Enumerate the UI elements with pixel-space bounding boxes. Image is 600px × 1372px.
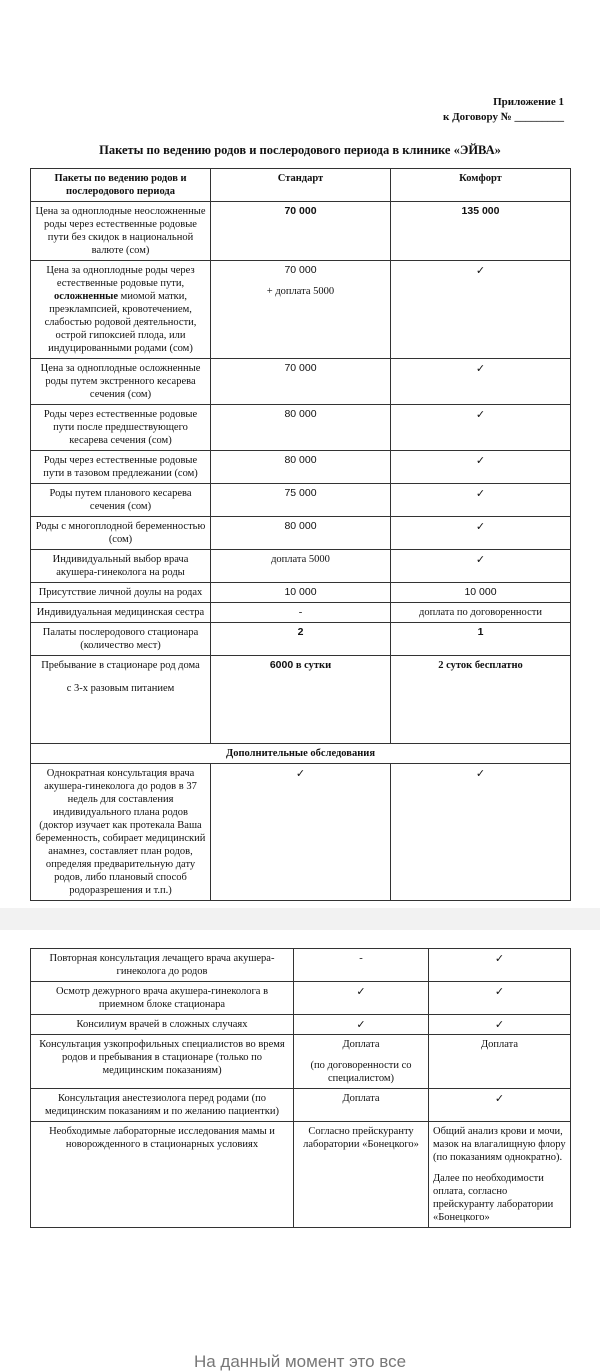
row-label: Роды через естественные родовые пути в тазовом предлежании (сом) bbox=[31, 451, 211, 484]
table-row bbox=[31, 1089, 571, 1122]
standard-value: - bbox=[211, 603, 391, 623]
comfort-cell bbox=[429, 1122, 571, 1228]
row-label-bold: осложненные bbox=[53, 291, 119, 302]
table-row bbox=[31, 583, 571, 603]
standard-value: Доплата bbox=[294, 1089, 429, 1122]
row-label-part: Пребывание в стационаре род дома bbox=[41, 660, 200, 671]
table-row bbox=[31, 603, 571, 623]
row-label-part: миомой матки, преэклампсией, кровотечением, слабостью родовой деятельности, острой гипоксией плода, или индуцированными родами (сом) bbox=[44, 291, 197, 354]
standard-value: 10 000 bbox=[211, 583, 391, 603]
row-label: Повторная консультация лечащего врача акушера-гинеколога до родов bbox=[31, 949, 294, 982]
table-row bbox=[31, 550, 571, 583]
appendix-line-1: Приложение 1 bbox=[493, 96, 564, 108]
col-header-packages: Пакеты по ведению родов и послеродового периода bbox=[31, 169, 211, 202]
col-header-comfort: Комфорт bbox=[391, 169, 571, 202]
row-label: Роды путем планового кесарева сечения (сом) bbox=[31, 484, 211, 517]
row-label bbox=[31, 656, 211, 744]
standard-value: 80 000 bbox=[211, 405, 391, 451]
check-icon: ✓ bbox=[391, 517, 571, 550]
table-row bbox=[31, 764, 571, 901]
table-row bbox=[31, 405, 571, 451]
row-label: Осмотр дежурного врача акушера-гинеколога в приемном блоке стационара bbox=[31, 982, 294, 1015]
check-icon: ✓ bbox=[391, 359, 571, 405]
standard-value: доплата 5000 bbox=[211, 550, 391, 583]
check-icon: ✓ bbox=[429, 982, 571, 1015]
row-label: Консультация анестезиолога перед родами (по медицинским показаниям и по желанию пациентки) bbox=[31, 1089, 294, 1122]
row-label-extra: с 3-х разовым питанием bbox=[66, 683, 175, 694]
col-header-standard: Стандарт bbox=[211, 169, 391, 202]
document-title: Пакеты по ведению родов и послеродового периода в клинике «ЭЙВА» bbox=[99, 143, 501, 157]
appendix-line-2: к Договору № _________ bbox=[443, 111, 564, 123]
table-row bbox=[31, 202, 571, 261]
table-row bbox=[31, 1035, 571, 1089]
table-row bbox=[31, 451, 571, 484]
packages-table bbox=[30, 168, 571, 901]
standard-value bbox=[211, 656, 391, 744]
row-label: Роды с многоплодной беременностью (сом) bbox=[31, 517, 211, 550]
packages-table-continued bbox=[30, 948, 571, 1228]
row-label: Роды через естественные родовые пути после предшествующего кесарева сечения (сом) bbox=[31, 405, 211, 451]
row-label: Однократная консультация врача акушера-гинеколога до родов в 37 недель для составления индивидуального плана родов (доктор изучает как протекала Ваша беременность, собирает медицинский анамнез, составляет план родов, определяя предварительную дату родов, либо плановый способ родоразрешения и т.п.) bbox=[31, 764, 211, 901]
standard-cell bbox=[211, 261, 391, 359]
standard-value: 70 000 bbox=[211, 202, 391, 261]
table-row bbox=[31, 982, 571, 1015]
standard-value: 80 000 bbox=[211, 451, 391, 484]
standard-value: 70 000 bbox=[284, 264, 317, 276]
check-icon: ✓ bbox=[294, 1015, 429, 1035]
check-icon: ✓ bbox=[391, 764, 571, 901]
table-row bbox=[31, 1015, 571, 1035]
standard-value: Доплата bbox=[342, 1039, 380, 1050]
table-row bbox=[31, 1122, 571, 1228]
check-icon: ✓ bbox=[391, 451, 571, 484]
row-label: Присутствие личной доулы на родах bbox=[31, 583, 211, 603]
table-row bbox=[31, 359, 571, 405]
row-label: Индивидуальная медицинская сестра bbox=[31, 603, 211, 623]
standard-suffix: в сутки bbox=[293, 660, 332, 671]
standard-value: 2 bbox=[211, 623, 391, 656]
row-label: Консультация узкопрофильных специалистов во время родов и пребывания в стационаре (только по медицинским показаниям) bbox=[31, 1035, 294, 1089]
standard-value: 80 000 bbox=[211, 517, 391, 550]
check-icon: ✓ bbox=[391, 261, 571, 359]
table-row bbox=[31, 484, 571, 517]
comfort-value: 2 суток бесплатно bbox=[391, 656, 571, 744]
table-row bbox=[31, 949, 571, 982]
comfort-value: Доплата bbox=[429, 1035, 571, 1089]
comfort-value: 10 000 bbox=[391, 583, 571, 603]
standard-value: 75 000 bbox=[211, 484, 391, 517]
table-header-row bbox=[31, 169, 571, 202]
check-icon: ✓ bbox=[294, 982, 429, 1015]
row-label: Консилиум врачей в сложных случаях bbox=[31, 1015, 294, 1035]
check-icon: ✓ bbox=[211, 764, 391, 901]
page-separator bbox=[0, 908, 600, 930]
row-label: Палаты послеродового стационара (количество мест) bbox=[31, 623, 211, 656]
appendix-note bbox=[443, 95, 564, 125]
section-header-row bbox=[31, 744, 571, 764]
check-icon: ✓ bbox=[429, 949, 571, 982]
standard-cell bbox=[294, 1035, 429, 1089]
check-icon: ✓ bbox=[391, 405, 571, 451]
comfort-value: доплата по договоренности bbox=[391, 603, 571, 623]
check-icon: ✓ bbox=[429, 1015, 571, 1035]
comfort-value: Общий анализ крови и мочи, мазок на влагалищную флору (по показаниям однократно). bbox=[433, 1126, 566, 1163]
row-label: Необходимые лабораторные исследования мамы и новорожденного в стационарных условиях bbox=[31, 1122, 294, 1228]
comfort-extra: Далее по необходимости оплата, согласно прейскуранту лаборатории «Бонецкого» bbox=[433, 1173, 554, 1223]
row-label bbox=[31, 261, 211, 359]
row-label: Цена за одноплодные осложненные роды путем экстренного кесарева сечения (сом) bbox=[31, 359, 211, 405]
standard-value: - bbox=[294, 949, 429, 982]
comfort-value: 1 bbox=[391, 623, 571, 656]
row-label-part: Цена за одноплодные роды через естественные родовые пути, bbox=[46, 265, 195, 289]
row-label: Цена за одноплодные неосложненные роды через естественные родовые пути без скидок в национальной валюте (сом) bbox=[31, 202, 211, 261]
standard-extra: + доплата 5000 bbox=[266, 286, 335, 297]
table-row bbox=[31, 656, 571, 744]
section-header: Дополнительные обследования bbox=[31, 744, 571, 764]
footer-caption: На данный момент это все bbox=[193, 1352, 407, 1371]
standard-value: 70 000 bbox=[211, 359, 391, 405]
check-icon: ✓ bbox=[391, 550, 571, 583]
check-icon: ✓ bbox=[429, 1089, 571, 1122]
table-row bbox=[31, 623, 571, 656]
table-row bbox=[31, 261, 571, 359]
standard-extra: (по договоренности со специалистом) bbox=[310, 1060, 412, 1084]
standard-number: 6000 bbox=[269, 659, 294, 671]
row-label: Индивидуальный выбор врача акушера-гинеколога на роды bbox=[31, 550, 211, 583]
table-row bbox=[31, 517, 571, 550]
standard-value: Согласно прейскуранту лаборатории «Бонецкого» bbox=[294, 1122, 429, 1228]
document-page-2 bbox=[0, 930, 600, 1366]
check-icon: ✓ bbox=[391, 484, 571, 517]
comfort-value: 135 000 bbox=[391, 202, 571, 261]
